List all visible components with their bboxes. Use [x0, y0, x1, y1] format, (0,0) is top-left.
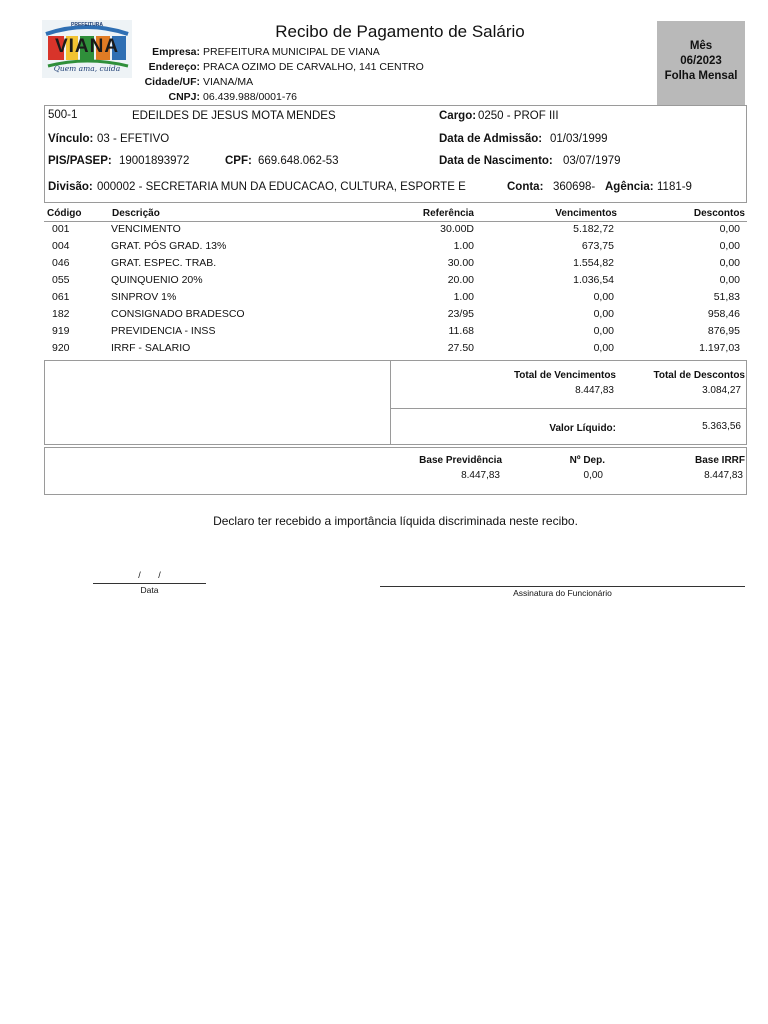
cargo-value: 0250 - PROF III [478, 110, 559, 122]
row-vencimentos: 673,75 [581, 240, 614, 252]
row-codigo: 001 [52, 223, 70, 235]
row-descricao: CONSIGNADO BRADESCO [111, 308, 245, 320]
logo-top-text: PREFEITURA [71, 22, 103, 28]
col-header-vencimentos: Vencimentos [555, 208, 617, 219]
vinculo-label: Vínculo: [48, 133, 94, 145]
row-referencia: 23/95 [447, 308, 474, 320]
row-referencia: 20.00 [447, 274, 474, 286]
row-codigo: 182 [52, 308, 70, 320]
row-descontos: 0,00 [719, 240, 740, 252]
row-vencimentos: 5.182,72 [573, 223, 614, 235]
divisao-label: Divisão: [48, 181, 93, 193]
row-descricao: SINPROV 1% [111, 291, 177, 303]
col-header-referencia: Referência [422, 208, 474, 219]
date-label: Data [140, 585, 159, 595]
total-vencimentos-label: Total de Vencimentos [513, 370, 616, 381]
totals-divider-horizontal [390, 408, 747, 409]
base-irrf-label: Base IRRF [694, 455, 745, 466]
row-descricao: PREVIDENCIA - INSS [111, 325, 216, 337]
row-vencimentos: 1.036,54 [573, 274, 614, 286]
row-descontos: 0,00 [719, 223, 740, 235]
num-dep-value: 0,00 [583, 470, 603, 481]
row-referencia: 1.00 [453, 240, 474, 252]
employee-name: EDEILDES DE JESUS MOTA MENDES [132, 110, 336, 122]
row-descricao: QUINQUENIO 20% [111, 274, 203, 286]
date-line [93, 583, 206, 584]
logo-name: VIANA [54, 36, 120, 57]
cpf-label: CPF: [225, 155, 252, 167]
admissao-value: 01/03/1999 [550, 133, 608, 145]
row-descontos: 0,00 [719, 274, 740, 286]
row-vencimentos: 0,00 [593, 308, 614, 320]
row-descontos: 51,83 [713, 291, 740, 303]
row-referencia: 1.00 [453, 291, 474, 303]
cidade-value: VIANA/MA [203, 76, 254, 88]
row-vencimentos: 1.554,82 [573, 257, 614, 269]
cidade-label: Cidade/UF: [144, 76, 200, 88]
row-descontos: 958,46 [707, 308, 740, 320]
valor-liquido-value: 5.363,56 [702, 421, 741, 432]
col-header-descricao: Descrição [112, 208, 160, 219]
date-slashes: / / [138, 570, 161, 580]
base-previdencia-value: 8.447,83 [461, 470, 500, 481]
empresa-label: Empresa: [152, 46, 200, 58]
total-descontos-value: 3.084,27 [702, 385, 741, 396]
row-codigo: 046 [52, 257, 70, 269]
pis-label: PIS/PASEP: [48, 155, 112, 167]
row-referencia: 11.68 [448, 325, 474, 337]
endereco-label: Endereço: [148, 61, 200, 73]
row-descontos: 0,00 [719, 257, 740, 269]
row-vencimentos: 0,00 [593, 342, 614, 354]
cnpj-label: CNPJ: [168, 91, 200, 103]
cargo-label: Cargo: [439, 110, 477, 122]
row-referencia: 30.00D [440, 223, 474, 235]
nascimento-label: Data de Nascimento: [439, 155, 553, 167]
period-value: 06/2023 [680, 55, 722, 67]
conta-label: Conta: [507, 181, 544, 193]
signature-line [380, 586, 745, 587]
cpf-value: 669.648.062-53 [258, 155, 339, 167]
row-descontos: 876,95 [707, 325, 740, 337]
row-vencimentos: 0,00 [593, 325, 614, 337]
row-referencia: 30.00 [447, 257, 474, 269]
totals-divider-vertical [390, 360, 391, 445]
pis-value: 19001893972 [119, 155, 190, 167]
row-codigo: 920 [52, 342, 70, 354]
base-irrf-value: 8.447,83 [704, 470, 743, 481]
row-codigo: 004 [52, 240, 70, 252]
period-box [657, 21, 745, 105]
vinculo-value: 03 - EFETIVO [97, 133, 170, 145]
declaration-text: Declaro ter recebido a importância líquida discriminada neste recibo. [213, 514, 578, 528]
endereco-value: PRACA OZIMO DE CARVALHO, 141 CENTRO [203, 61, 424, 73]
conta-value: 360698- [553, 181, 596, 193]
col-header-descontos: Descontos [693, 208, 745, 219]
row-descontos: 1.197,03 [699, 342, 740, 354]
logo-tagline: Quem ama, cuida [53, 64, 121, 73]
divisao-value: 000002 - SECRETARIA MUN DA EDUCACAO, CULTURA, ESPORTE E [97, 181, 466, 193]
total-descontos-label: Total de Descontos [653, 370, 745, 381]
agencia-value: 1181-9 [657, 181, 692, 193]
period-label: Mês [689, 40, 713, 52]
signature-label: Assinatura do Funcionário [513, 588, 612, 598]
row-codigo: 055 [52, 274, 70, 286]
row-descricao: VENCIMENTO [111, 223, 181, 235]
num-dep-label: Nº Dep. [569, 455, 605, 466]
row-vencimentos: 0,00 [593, 291, 614, 303]
document-title: Recibo de Pagamento de Salário [275, 22, 525, 41]
row-descricao: GRAT. ESPEC. TRAB. [111, 257, 217, 269]
admissao-label: Data de Admissão: [439, 133, 543, 145]
row-codigo: 061 [52, 291, 70, 303]
empresa-value: PREFEITURA MUNICIPAL DE VIANA [203, 46, 380, 58]
employee-id: 500-1 [48, 109, 78, 121]
row-referencia: 27.50 [447, 342, 474, 354]
period-type: Folha Mensal [664, 70, 738, 82]
row-descricao: IRRF - SALARIO [111, 342, 191, 354]
table-header-divider [44, 221, 747, 222]
col-header-codigo: Código [47, 208, 82, 219]
row-codigo: 919 [52, 325, 70, 337]
cnpj-value: 06.439.988/0001-76 [203, 91, 298, 103]
valor-liquido-label: Valor Líquido: [549, 423, 616, 434]
base-previdencia-label: Base Previdência [419, 455, 502, 466]
row-descricao: GRAT. PÓS GRAD. 13% [111, 240, 227, 252]
agencia-label: Agência: [605, 181, 654, 193]
nascimento-value: 03/07/1979 [563, 155, 621, 167]
total-vencimentos-value: 8.447,83 [575, 385, 614, 396]
